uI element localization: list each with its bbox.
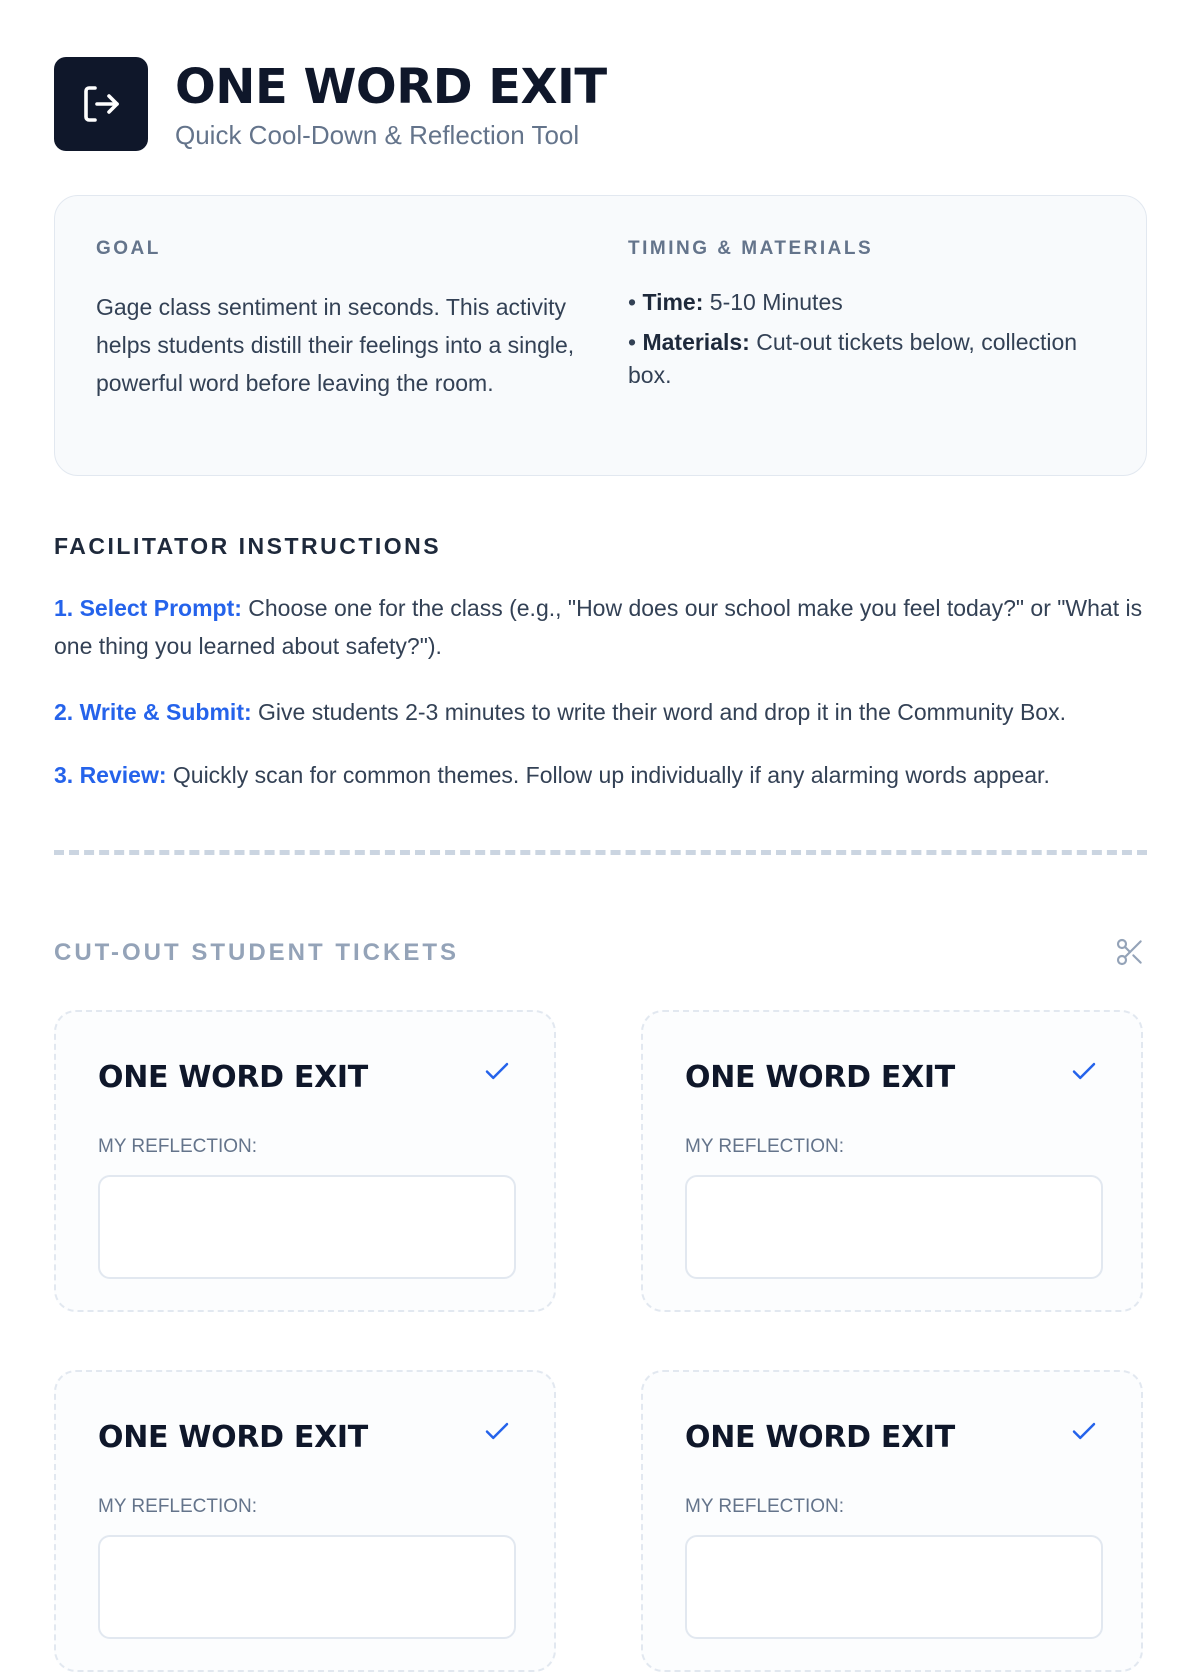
page-subtitle: Quick Cool-Down & Reflection Tool <box>175 120 580 150</box>
instruction-step <box>54 589 1154 665</box>
student-ticket <box>54 1370 556 1672</box>
time-key: Time: <box>642 289 704 315</box>
exit-arrow-icon <box>77 80 125 128</box>
reflection-input[interactable] <box>685 1535 1103 1639</box>
instruction-step <box>54 756 1154 794</box>
cut-divider <box>54 850 1147 855</box>
step-text: Quickly scan for common themes. Follow up individually if any alarming words appear. <box>172 762 1050 788</box>
time-value: 5-10 Minutes <box>709 289 843 315</box>
student-ticket <box>641 1370 1143 1672</box>
step-text: Give students 2-3 minutes to write their word and drop it in the Community Box. <box>258 699 1066 725</box>
time-row: • Time: 5-10 Minutes <box>628 289 843 315</box>
check-icon <box>482 1056 512 1086</box>
reflection-input[interactable] <box>685 1175 1103 1279</box>
materials-row: • Materials: Cut-out tickets below, collection box. <box>628 329 1078 388</box>
instruction-step <box>54 693 1154 731</box>
check-icon <box>1069 1416 1099 1446</box>
info-card <box>54 195 1147 476</box>
student-ticket <box>641 1010 1143 1312</box>
step-lead: 1. Select Prompt: <box>54 595 242 621</box>
reflection-label: MY REFLECTION: <box>685 1136 845 1157</box>
student-ticket <box>54 1010 556 1312</box>
timing-section <box>628 238 1108 399</box>
goal-text: Gage class sentiment in seconds. This activity helps students distill their feelings into a single, powerful word before leaving the room. <box>96 294 575 396</box>
timing-label: TIMING & MATERIALS <box>628 238 874 259</box>
reflection-label: MY REFLECTION: <box>98 1136 258 1157</box>
ticket-title: ONE WORD EXIT <box>98 1060 368 1095</box>
materials-value: Cut-out tickets below, collection box. <box>628 329 1078 388</box>
logo <box>54 57 148 151</box>
ticket-title: ONE WORD EXIT <box>685 1420 955 1455</box>
goal-label: GOAL <box>96 238 161 259</box>
ticket-title: ONE WORD EXIT <box>685 1060 955 1095</box>
page-title: ONE WORD EXIT <box>175 59 607 115</box>
step-lead: 2. Write & Submit: <box>54 699 252 725</box>
goal-section <box>96 238 576 402</box>
step-lead: 3. Review: <box>54 762 167 788</box>
check-icon <box>1069 1056 1099 1086</box>
materials-key: Materials: <box>642 329 750 355</box>
tickets-heading: CUT-OUT STUDENT TICKETS <box>54 939 459 966</box>
reflection-label: MY REFLECTION: <box>98 1496 258 1517</box>
check-icon <box>482 1416 512 1446</box>
reflection-input[interactable] <box>98 1535 516 1639</box>
reflection-label: MY REFLECTION: <box>685 1496 845 1517</box>
header <box>54 57 1147 151</box>
instructions-heading: FACILITATOR INSTRUCTIONS <box>54 533 442 559</box>
reflection-input[interactable] <box>98 1175 516 1279</box>
ticket-title: ONE WORD EXIT <box>98 1420 368 1455</box>
step-text: Choose one for the class (e.g., "How does our school make you feel today?" or "What is one thing you learned about safety?"). <box>54 595 1143 659</box>
scissors-icon <box>1114 936 1146 968</box>
timing-list <box>628 286 1108 392</box>
